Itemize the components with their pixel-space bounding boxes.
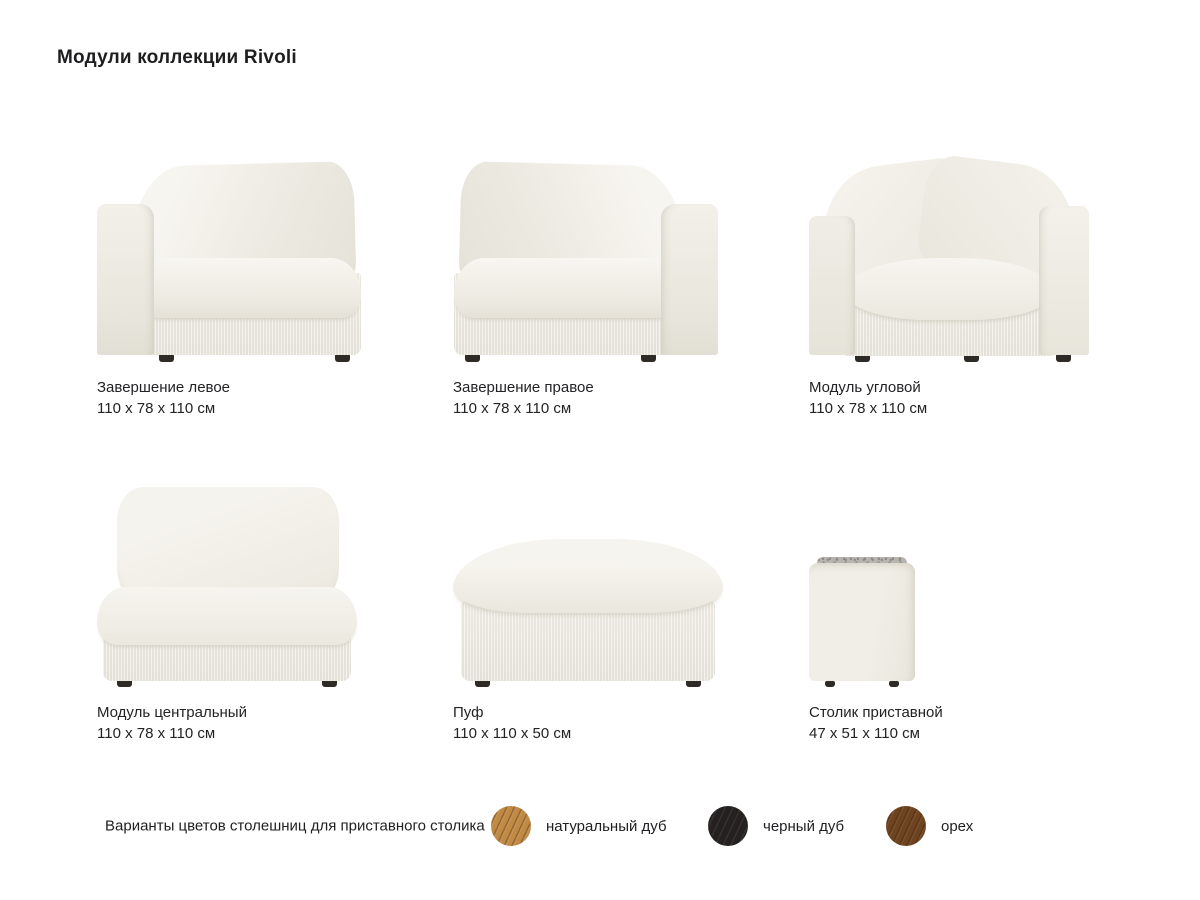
side-table-illustration bbox=[809, 557, 915, 687]
modules-row-1 bbox=[97, 150, 1167, 419]
module-caption bbox=[453, 702, 809, 744]
module-dimensions: 110 x 78 x 110 см bbox=[809, 400, 928, 417]
module-caption bbox=[97, 377, 453, 419]
module-card-corner bbox=[809, 150, 1165, 419]
module-card-central bbox=[97, 482, 453, 744]
sofa-foot bbox=[335, 354, 350, 362]
module-name: Модуль угловой bbox=[809, 379, 921, 396]
page-title: Модули коллекции Rivoli bbox=[57, 47, 297, 68]
module-photo-end-left bbox=[97, 150, 453, 362]
module-photo-end-right bbox=[453, 150, 809, 362]
color-swatch-walnut bbox=[886, 806, 926, 846]
color-swatch-black-oak bbox=[708, 806, 748, 846]
side-table-body bbox=[809, 563, 915, 681]
sofa-armrest bbox=[661, 204, 718, 355]
sofa-armrest-left bbox=[809, 216, 855, 355]
color-option-label: черный дуб bbox=[763, 817, 845, 835]
module-card-end-right bbox=[453, 150, 809, 419]
module-name: Столик приставной bbox=[809, 704, 943, 721]
module-dimensions: 110 x 78 x 110 см bbox=[97, 725, 216, 742]
module-dimensions: 110 x 78 x 110 см bbox=[453, 400, 572, 417]
module-caption bbox=[453, 377, 809, 419]
pouf-illustration bbox=[453, 539, 723, 687]
legend-label: Варианты цветов столешниц для приставного столика bbox=[105, 817, 485, 835]
sofa-armrest-right bbox=[1039, 206, 1089, 355]
pouf-base bbox=[461, 601, 715, 681]
module-card-pouf bbox=[453, 482, 809, 744]
sofa-seat-cushion bbox=[845, 258, 1053, 320]
module-card-side-table bbox=[809, 482, 1165, 744]
tabletop-color-legend bbox=[105, 806, 1165, 846]
color-option-label: натуральный дуб bbox=[546, 817, 667, 835]
sofa-foot bbox=[159, 354, 174, 362]
sofa-foot bbox=[641, 354, 656, 362]
side-table-foot bbox=[889, 681, 899, 687]
module-dimensions: 110 x 110 x 50 см bbox=[453, 725, 572, 742]
color-option-black-oak bbox=[708, 806, 844, 846]
module-caption bbox=[809, 377, 1165, 419]
module-name: Пуф bbox=[453, 704, 484, 721]
sofa-foot bbox=[1056, 354, 1071, 362]
modules-row-2 bbox=[97, 482, 1167, 744]
module-name: Завершение правое bbox=[453, 379, 594, 396]
color-swatch-natural-oak bbox=[491, 806, 531, 846]
module-caption bbox=[809, 702, 1165, 744]
color-option-walnut bbox=[886, 806, 973, 846]
module-name: Модуль центральный bbox=[97, 704, 247, 721]
sofa-foot bbox=[465, 354, 480, 362]
module-photo-pouf bbox=[453, 482, 809, 687]
module-dimensions: 110 x 78 x 110 см bbox=[97, 400, 216, 417]
sofa-seat-cushion bbox=[454, 258, 676, 318]
sofa-seat-cushion bbox=[139, 258, 361, 318]
sofa-corner-illustration bbox=[809, 160, 1089, 362]
sofa-central-illustration bbox=[97, 487, 357, 687]
module-photo-side-table bbox=[809, 482, 1165, 687]
module-photo-corner bbox=[809, 150, 1165, 362]
module-caption bbox=[97, 702, 453, 744]
sofa-end-left-illustration bbox=[97, 162, 362, 362]
pouf-cushion bbox=[453, 539, 723, 613]
color-option-label: орех bbox=[941, 817, 974, 835]
sofa-armrest bbox=[97, 204, 154, 355]
sofa-end-right-illustration bbox=[453, 162, 718, 362]
module-name: Завершение левое bbox=[97, 379, 231, 396]
module-dimensions: 47 x 51 x 110 см bbox=[809, 725, 920, 742]
color-option-natural-oak bbox=[491, 806, 667, 846]
module-photo-central bbox=[97, 482, 453, 687]
side-table-foot bbox=[825, 681, 835, 687]
sofa-seat-cushion bbox=[97, 587, 357, 645]
module-card-end-left bbox=[97, 150, 453, 419]
